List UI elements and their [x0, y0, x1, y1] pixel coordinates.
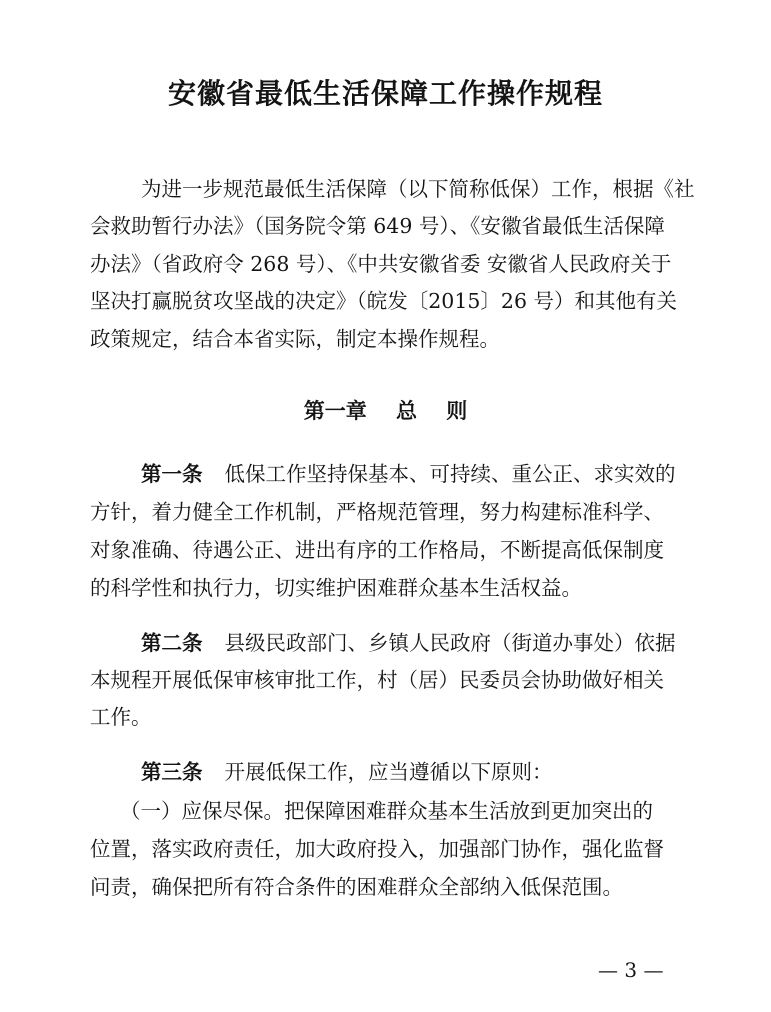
chapter-heading: 第一章 总 则	[303, 398, 468, 423]
article-1-line: 对象准确、待遇公正、进出有序的工作格局，不断提高低保制度	[90, 538, 664, 562]
intro-line: 办法》（省政府令 268 号）、《中共安徽省委 安徽省人民政府关于	[90, 252, 672, 276]
article-1-line: 方针，着力健全工作机制，严格规范管理，努力构建标准科学、	[90, 500, 664, 524]
document-title: 安徽省最低生活保障工作操作规程	[167, 77, 603, 110]
article-3-first-line	[141, 757, 553, 787]
article-1-first-line	[141, 459, 676, 489]
principle-1-line: （一）应保尽保。把保障困难群众基本生活放到更加突出的	[120, 799, 653, 823]
article-1-text: 低保工作坚持保基本、可持续、重公正、求实效的	[224, 462, 676, 486]
article-2-line: 本规程开展低保审核审批工作，村（居）民委员会协助做好相关	[90, 668, 664, 692]
article-3-label: 第三条	[141, 760, 203, 784]
article-2-first-line	[141, 628, 676, 658]
intro-line: 会救助暂行办法》（国务院令第 649 号）、《安徽省最低生活保障	[90, 214, 665, 238]
article-2-line: 工作。	[90, 705, 152, 729]
intro-line: 为进一步规范最低生活保障（以下简称低保）工作，根据《社	[141, 177, 695, 201]
article-2-label: 第二条	[141, 631, 203, 655]
intro-line: 坚决打赢脱贫攻坚战的决定》（皖发〔2015〕26 号）和其他有关	[90, 289, 678, 313]
article-2-text: 县级民政部门、乡镇人民政府（街道办事处）依据	[224, 631, 676, 655]
page-number: — 3 —	[598, 958, 664, 982]
article-1-line: 的科学性和执行力，切实维护困难群众基本生活权益。	[90, 576, 582, 600]
article-3-text: 开展低保工作，应当遵循以下原则：	[224, 760, 553, 784]
intro-line: 政策规定，结合本省实际，制定本操作规程。	[90, 327, 500, 351]
principle-1-line: 问责，确保把所有符合条件的困难群众全部纳入低保范围。	[90, 875, 623, 899]
article-1-label: 第一条	[141, 462, 203, 486]
principle-1-line: 位置，落实政府责任，加大政府投入，加强部门协作，强化监督	[90, 837, 664, 861]
